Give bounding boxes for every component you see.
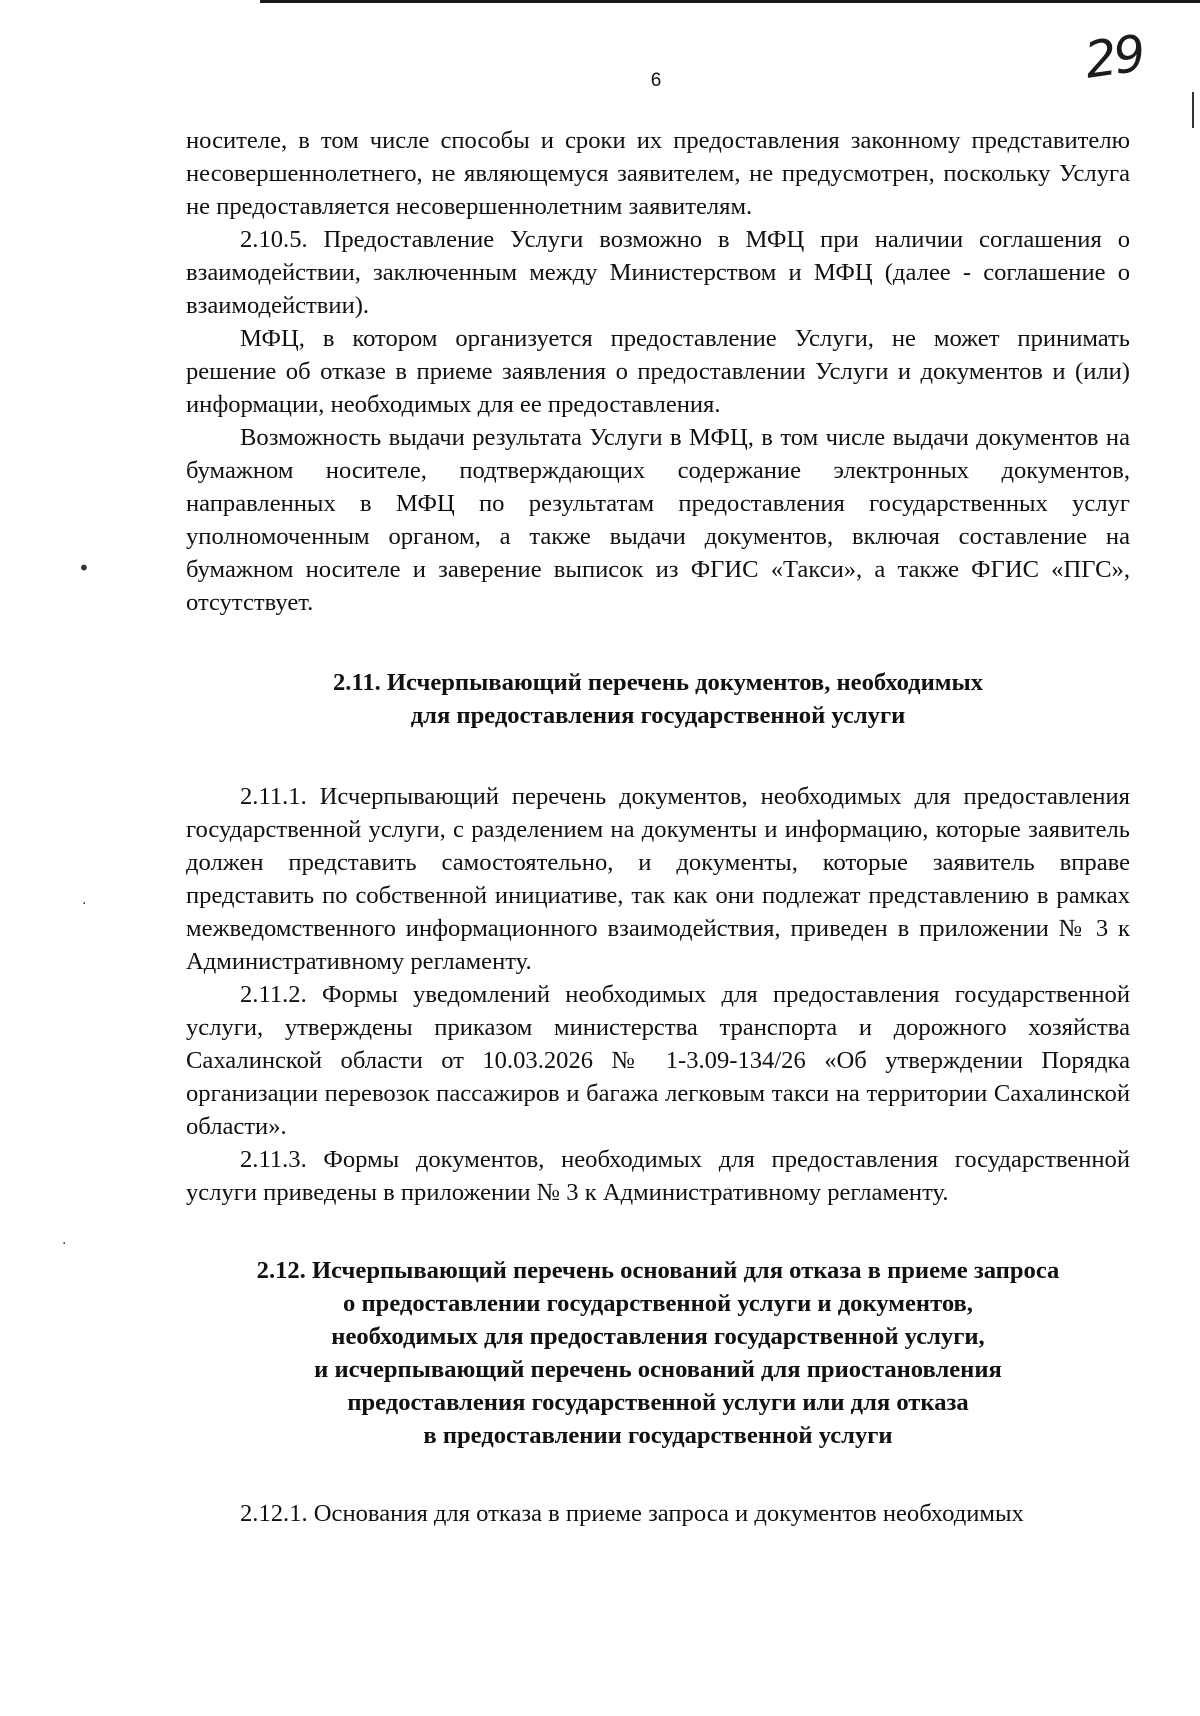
paragraph-2-11-3: 2.11.3. Формы документов, необходимых для предоставления государственной услуги приведены в приложении № 3 к Административному регламенту.	[186, 1146, 1130, 1206]
paragraph: Возможность выдачи результата Услуги в МФЦ, в том числе выдачи документов на бумажном носителе, подтверждающих содержание электронных документов, направленных в МФЦ по результатам предоставления государственных услуг уполномоченным органом, а также выдачи документов, включая составление на бумажном носителе и заверение выписок из ФГИС «Такси», а также ФГИС «ПГС», отсутствует.	[186, 424, 1130, 616]
heading-line: 2.11. Исчерпывающий перечень документов, необходимых	[332, 669, 984, 696]
scan-top-edge	[260, 0, 1200, 3]
scan-speck: ·	[82, 896, 87, 912]
heading-line: необходимых для предоставления государственной услуги,	[331, 1323, 985, 1350]
section-heading-2-12	[186, 1254, 1130, 1452]
scan-speck: ·	[62, 1236, 67, 1252]
paragraph: МФЦ, в котором организуется предоставление Услуги, не может принимать решение об отказе в приеме заявления о предоставлении Услуги и документов и (или) информации, необходимых для ее предоставления.	[186, 325, 1130, 418]
scan-speck: •	[78, 556, 90, 580]
paragraph-2-12-1: 2.12.1. Основания для отказа в приеме запроса и документов необходимых	[240, 1500, 1024, 1527]
handwritten-page-number: 29	[1081, 24, 1147, 90]
section-heading-2-11	[186, 666, 1130, 732]
heading-line: 2.12. Исчерпывающий перечень оснований для отказа в приеме запроса	[256, 1257, 1060, 1284]
heading-line: для предоставления государственной услуги	[410, 702, 906, 729]
heading-line: о предоставлении государственной услуги и документов,	[343, 1290, 973, 1317]
heading-line: в предоставлении государственной услуги	[423, 1422, 893, 1449]
document-body	[186, 124, 1130, 1530]
heading-line: и исчерпывающий перечень оснований для приостановления	[314, 1356, 1002, 1383]
paragraph-2-10-5: 2.10.5. Предоставление Услуги возможно в МФЦ при наличии соглашения о взаимодействии, заключенным между Министерством и МФЦ (далее - соглашение о взаимодействии).	[186, 226, 1130, 319]
paragraph-2-11-2: 2.11.2. Формы уведомлений необходимых для предоставления государственной услуги, утверждены приказом министерства транспорта и дорожного хозяйства Сахалинской области от 10.03.2026 № 1-3.09-134/26 «Об утверждении Порядка организации перевозок пассажиров и багажа легковым такси на территории Сахалинской области».	[186, 981, 1130, 1140]
page-number: 6	[650, 70, 662, 91]
paragraph: носителе, в том числе способы и сроки их предоставления законному представителю несовершеннолетнего, не являющемуся заявителем, не предусмотрен, поскольку Услуга не предоставляется несовершеннолетним заявителям.	[186, 127, 1130, 220]
scan-edge-mark	[1192, 92, 1194, 128]
heading-line: предоставления государственной услуги или для отказа	[347, 1389, 969, 1416]
paragraph-2-11-1: 2.11.1. Исчерпывающий перечень документов, необходимых для предоставления государственной услуги, с разделением на документы и информацию, которые заявитель должен представить самостоятельно, и документы, которые заявитель вправе представить по собственной инициативе, так как они подлежат представлению в рамках межведомственного информационного взаимодействия, приведен в приложении № 3 к Административному регламенту.	[186, 783, 1130, 975]
